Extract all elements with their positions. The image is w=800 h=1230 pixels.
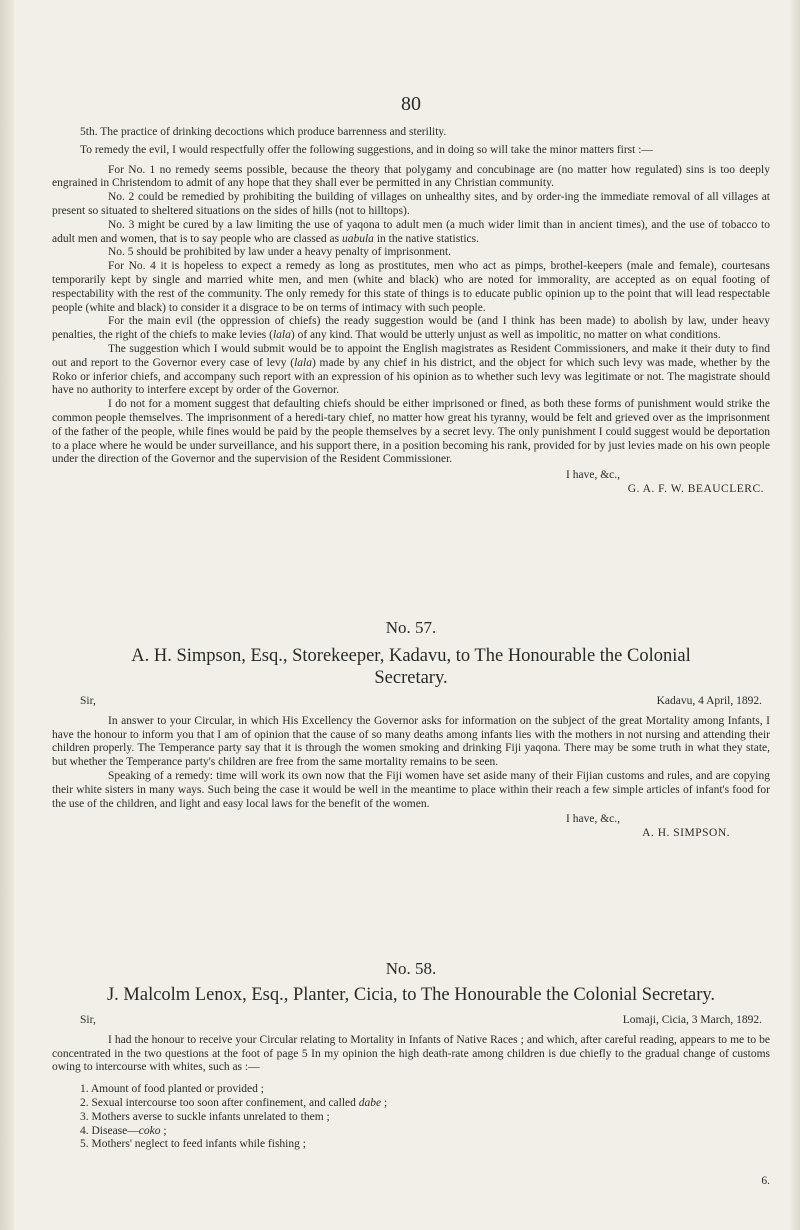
list-item: [52, 1111, 770, 1125]
salutation: Sir,: [80, 1014, 96, 1026]
list-item: [52, 1097, 770, 1111]
letter-heading: J. Malcolm Lenox, Esq., Planter, Cicia, to The Honourable the Colonial Secretary.: [106, 985, 716, 1005]
list-item: [52, 1138, 770, 1152]
paragraph-remedy-no1: For No. 1 no remedy seems possible, because the theory that polygamy and concubinage are (no matter how regulated) sins is too deeply engrained in Christendom to admit of any hope that they shall ever be permitted in any Christian community.: [52, 163, 770, 190]
salutation: Sir,: [80, 695, 96, 707]
item-tail: ;: [381, 1096, 388, 1109]
term-lala: lala: [272, 329, 291, 342]
remedy-no3-tail: in the native statistics.: [373, 232, 480, 245]
term-coko: coko: [138, 1124, 161, 1137]
term-lala: lala: [294, 356, 312, 369]
letter-57: [52, 617, 770, 841]
letter-number: No. 57.: [385, 618, 437, 637]
paragraph-suggestion: [52, 343, 770, 398]
item-tail: ;: [160, 1124, 167, 1137]
paragraph-point-5: 5th. The practice of drinking decoctions which produce barrenness and sterility.: [80, 126, 447, 138]
place-date: Lomaji, Cicia, 3 March, 1892.: [622, 1014, 762, 1026]
term-uabula: uabula: [341, 232, 374, 245]
closing-block: [52, 813, 770, 827]
paragraph-reply: I had the honour to receive your Circular relating to Mortality in Infants of Native Races ; and which, after careful reading, appears to me to be concentrated in the two questions at the foot of page 5 In my opinion the high death-rate among children is due chiefly to the gradual change of customs owing to intercourse with whites, such as :—: [52, 1033, 770, 1074]
paragraph-remedy-no5: No. 5 should be prohibited by law under a heavy penalty of imprisonment.: [108, 246, 452, 259]
item-text: Amount of food planted or provided ;: [90, 1083, 264, 1096]
paragraph-remedy: Speaking of a remedy: time will work its own now that the Fiji women have set aside many of their Fijian customs and rules, and are copying their white sisters in many ways. Such being the case it would be well in the meantime to place within their reach a few simple articles of infant's food for the use of the children, and light and easy local laws for the benefit of the women.: [52, 769, 770, 810]
item-number: 3.: [80, 1110, 89, 1123]
item-number: 2.: [80, 1096, 89, 1109]
main-evil-tail: ) of any kind. That would be utterly unjust as well as impolitic, no matter on what conditions.: [290, 329, 721, 342]
list-item: [52, 1125, 770, 1139]
item-number: 1.: [80, 1083, 89, 1096]
closing-block: [52, 469, 770, 483]
section-remedies: [52, 126, 770, 497]
closing-line: I have, &c.,: [566, 469, 620, 482]
item-text: Mothers averse to suckle infants unrelated to them ;: [91, 1110, 330, 1123]
term-dabe: dabe: [358, 1096, 382, 1109]
paragraph-intro: To remedy the evil, I would respectfully offer the following suggestions, and in doing so will take the minor matters first :—: [80, 143, 653, 156]
paragraph-remedy-no2: No. 2 could be remedied by prohibiting the building of villages on unhealthy sites, and by order-ing the immediate removal of all villages at present so situated to sheltered situations on the sides of hills (not to hilltops).: [52, 191, 770, 217]
signature: G. A. F. W. BEAUCLERC.: [627, 482, 764, 495]
letter-heading: A. H. Simpson, Esq., Storekeeper, Kadavu, to The Honourable the Colonial Secretary.: [131, 646, 691, 688]
signature: A. H. SIMPSON.: [642, 827, 730, 840]
paragraph-remedy-no4: For No. 4 it is hopeless to expect a remedy as long as prostitutes, men who act as pimps, brothel-keepers (male and female), courtesans temporarily kept by single and married white men, and men (white and black) who are noted for immorality, are accepted as on equal footing of respectability with the rest of the community. The only remedy for this state of things is to educate public opinion up to the point that will lead respectable people (white and black) to consider it a disgrace to be on terms of intimacy with such people.: [52, 260, 770, 314]
paragraph-remedy-no3: [52, 219, 770, 247]
document-page: [52, 0, 770, 1230]
salutation-row: [52, 1014, 770, 1028]
paragraph-answer: In answer to your Circular, in which His Excellency the Governor asks for information on the subject of the great Mortality among Infants, I have the honour to inform you that I am of opinion that the cause of so many deaths among infants lies with the mothers in not nursing and attending their children properly. The Temperance party say that it is through the women smoking and drinking Fiji yaqona. There may be some truth in what they state, but whether the Temperance party's children are free from the same mortality remains to be seen.: [52, 714, 770, 769]
main-evil-text: For the main evil (the oppression of chiefs) the ready suggestion would be (and I think has been made) to abolish by law, under heavy penalties, the right of the chiefs to make levies (: [52, 315, 770, 342]
page-number: 80: [401, 93, 421, 115]
item-text: Mothers' neglect to feed infants while fishing ;: [91, 1138, 306, 1151]
item-text: Disease—: [91, 1124, 139, 1137]
suggestion-tail: ) made by any chief in his district, and the object for which such levy was made, whether by the Roko or inferior chiefs, and accompany such report with an expression of his opinion as to whether such levy was legitimate or not. The magistrate should have no authority to interfere except by order of the Governor.: [52, 356, 770, 397]
paragraph-main-evil: [52, 315, 770, 343]
item-number: 4.: [80, 1124, 89, 1137]
letter-58: [52, 958, 770, 1152]
signature-block: [52, 483, 770, 497]
suggestion-text: The suggestion which I would submit would be to appoint the English magistrates as Resident Commissioners, and make it their duty to find out and report to the Governor every case of levy (: [52, 342, 770, 369]
binding-gutter-left: [0, 0, 14, 1230]
catchword: 6.: [761, 1175, 770, 1187]
signature-block: [52, 827, 770, 841]
item-number: 5.: [80, 1138, 89, 1151]
page-edge-right: [790, 0, 800, 1230]
place-date: Kadavu, 4 April, 1892.: [656, 695, 762, 707]
letter-number: No. 58.: [385, 959, 437, 978]
closing-line: I have, &c.,: [566, 813, 620, 826]
list-item: [52, 1083, 770, 1097]
remedy-no3-text: No. 3 might be cured by a law limiting the use of yaqona to adult men (a much wider limit than in ancient times), and the use of tobacco to adult men and women, that is to say people who are classed as: [52, 218, 770, 245]
item-text: Sexual intercourse too soon after confinement, and called: [91, 1096, 359, 1109]
paragraph-punishment: I do not for a moment suggest that defaulting chiefs should be either imprisoned or fined, as both these forms of punishment would strike the common people themselves. The imprisonment of a heredi-tary chief, no matter how great his tyranny, would be felt and grieved over as the imprisonment of the father of the people, while fines would be paid by the people themselves by a secret levy. The only punishment I could suggest would be deportation to a place where he would be under surveillance, and his support there, in a position becoming his rank, provided for by just levies made on his own people under the direction of the Governor and the supervision of the Resident Commissioner.: [52, 398, 770, 466]
salutation-row: [52, 695, 770, 709]
cause-list: [52, 1083, 770, 1152]
